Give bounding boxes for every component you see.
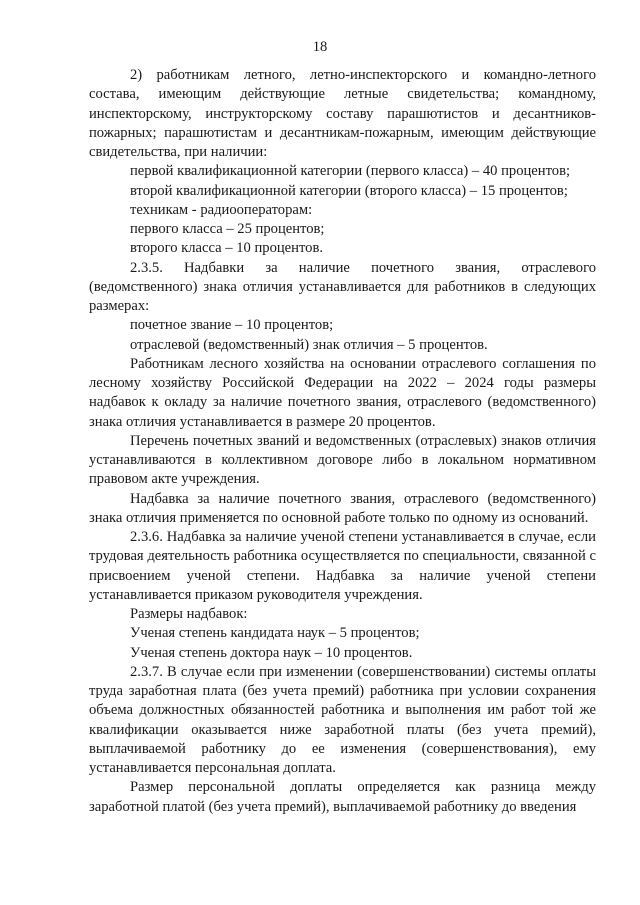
- paragraph: Перечень почетных званий и ведомственных (отраслевых) знаков отличия устанавливаются в коллективном договоре либо в локальном нормативном правовом акте учреждения.: [89, 432, 596, 488]
- list-line: Размеры надбавок:: [130, 606, 248, 622]
- paragraph: 2.3.7. В случае если при изменении (совершенствовании) системы оплаты труда заработная плата (без учета премий) работника при условии сохранения объема должностных обязанностей работника и выполнения им работ той же квалификации оказывается ниже заработной платы (без учета премий), выплачиваемой работнику до ее изменения (совершенствования), ему устанавливается персональная доплата.: [89, 663, 596, 776]
- document-body: [89, 66, 596, 817]
- list-line: второго класса – 10 процентов.: [130, 240, 323, 257]
- list-line: отраслевой (ведомственный) знак отличия – 5 процентов.: [130, 336, 488, 353]
- list-line: техникам - радиооператорам:: [130, 201, 313, 218]
- paragraph: 2) работникам летного, летно-инспекторского и командно-летного состава, имеющим действующие летные свидетельства; командному, инспекторскому, инструкторскому составу парашютистов и десантников-пожарных; парашютистам и десантникам-пожарным, имеющим действующие свидетельства, при наличии:: [89, 67, 596, 160]
- list-line: второй квалификационной категории (второго класса) – 15 процентов;: [130, 182, 568, 199]
- list-line: первой квалификационной категории (первого класса) – 40 процентов;: [130, 163, 571, 180]
- paragraph: Работникам лесного хозяйства на основании отраслевого соглашения по лесному хозяйству Российской Федерации на 2022 – 2024 годы размеры надбавок к окладу за наличие почетного звания, отраслевого (ведомственного) знака отличия устанавливается в размере 20 процентов.: [89, 355, 596, 430]
- paragraph: 2.3.5. Надбавки за наличие почетного звания, отраслевого (ведомственного) знака отличия устанавливается для работников в следующих размерах:: [89, 259, 596, 314]
- list-line: первого класса – 25 процентов;: [130, 221, 325, 237]
- paragraph: 2.3.6. Надбавка за наличие ученой степени устанавливается в случае, если трудовая деятельность работника осуществляется по специальности, связанной с присвоением ученой степени. Надбавка за наличие ученой степени устанавливается приказом руководителя учреждения.: [89, 529, 596, 603]
- paragraph: Размер персональной доплаты определяется как разница между заработной платой (без учета премий), выплачиваемой работнику до введения: [89, 779, 596, 815]
- list-line: Ученая степень кандидата наук – 5 процентов;: [130, 625, 420, 642]
- list-line: Ученая степень доктора наук – 10 процентов.: [130, 644, 413, 661]
- paragraph: Надбавка за наличие почетного звания, отраслевого (ведомственного) знака отличия применяется по основной работе только по одному из оснований.: [89, 490, 596, 526]
- list-line: почетное звание – 10 процентов;: [130, 317, 334, 334]
- page-number: 18: [312, 39, 328, 55]
